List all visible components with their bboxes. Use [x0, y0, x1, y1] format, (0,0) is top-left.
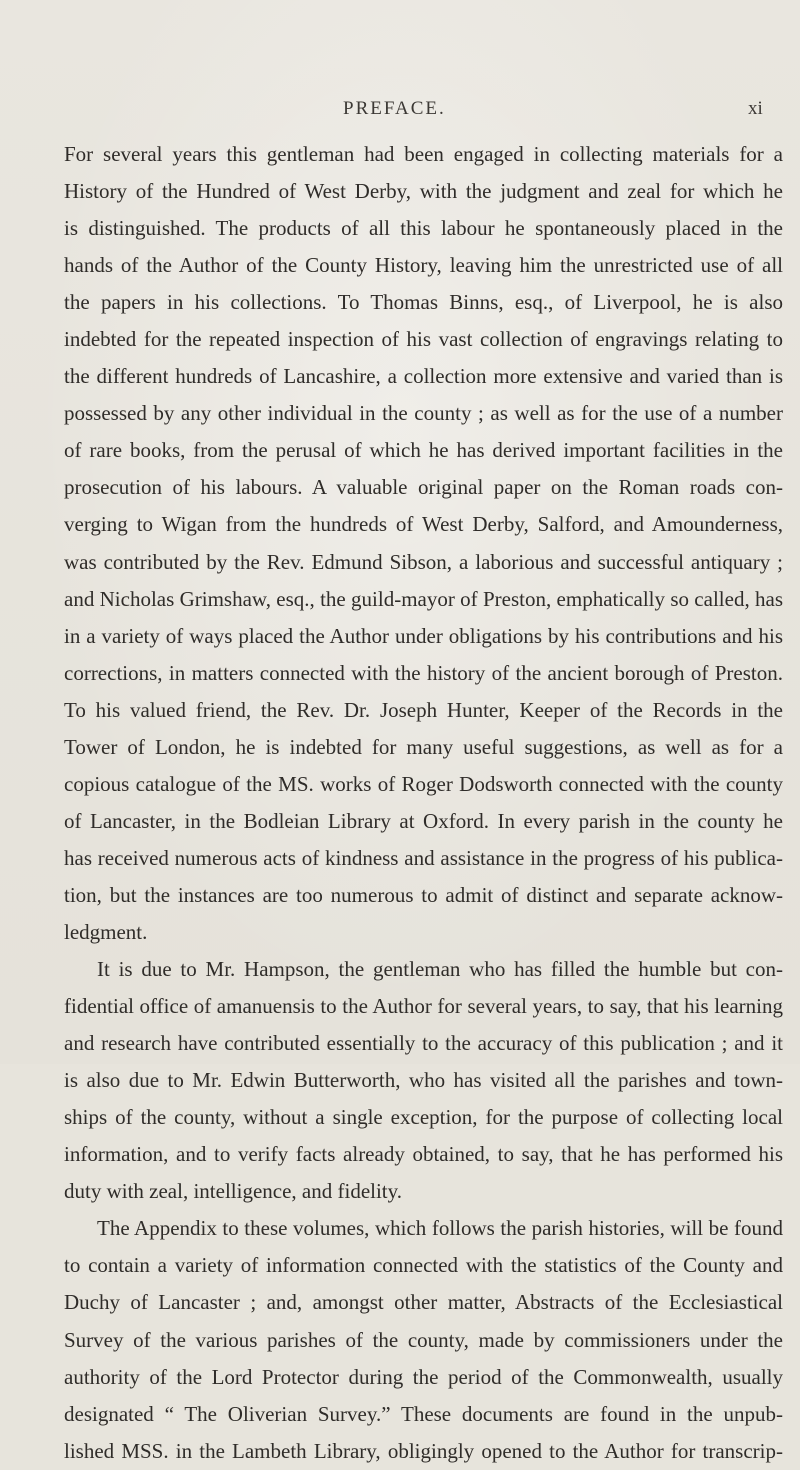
text-line: duty with zeal, intelligence, and fidelity.: [64, 1179, 403, 1204]
text-line: possessed by any other individual in the county ; as well as for the use of a number: [64, 401, 783, 426]
text-line: was contributed by the Rev. Edmund Sibson, a laborious and successful antiquary ;: [64, 549, 783, 574]
text-line: of Lancaster, in the Bodleian Library at Oxford. In every parish in the county he: [64, 808, 783, 833]
text-line: to contain a variety of information connected with the statistics of the County and: [64, 1253, 783, 1278]
page-number: xi: [748, 98, 763, 119]
text-line: lished MSS. in the Lambeth Library, obligingly opened to the Author for transcrip-: [64, 1438, 783, 1463]
text-line: Survey of the various parishes of the county, made by commissioners under the: [64, 1327, 783, 1352]
text-line: designated “ The Oliverian Survey.” These documents are found in the unpub-: [64, 1401, 783, 1426]
text-line: Tower of London, he is indebted for many useful suggestions, as well as for a: [64, 734, 783, 759]
text-line: is distinguished. The products of all this labour he spontaneously placed in the: [64, 216, 783, 241]
text-line: For several years this gentleman had been engaged in collecting materials for a: [64, 142, 783, 166]
running-title: PREFACE.: [343, 98, 446, 119]
text-line: prosecution of his labours. A valuable original paper on the Roman roads con-: [64, 475, 783, 500]
text-line: authority of the Lord Protector during the period of the Commonwealth, usually: [64, 1364, 783, 1389]
page-header: [0, 98, 800, 132]
text-line: Duchy of Lancaster ; and, amongst other matter, Abstracts of the Ecclesiastical: [64, 1290, 783, 1315]
body-text: [64, 136, 783, 1470]
text-line: History of the Hundred of West Derby, with the judgment and zeal for which he: [64, 179, 783, 204]
text-line: fidential office of amanuensis to the Author for several years, to say, that his learning: [64, 994, 783, 1019]
paragraph-first-line: The Appendix to these volumes, which follows the parish histories, will be found: [97, 1216, 783, 1241]
text-line: of rare books, from the perusal of which he has derived important facilities in the: [64, 438, 783, 463]
text-line: corrections, in matters connected with the history of the ancient borough of Preston.: [64, 660, 783, 685]
text-line: information, and to verify facts already obtained, to say, that he has performed his: [64, 1142, 783, 1167]
text-line: To his valued friend, the Rev. Dr. Joseph Hunter, Keeper of the Records in the: [64, 697, 783, 722]
text-line: copious catalogue of the MS. works of Roger Dodsworth connected with the county: [64, 771, 783, 796]
text-line: the different hundreds of Lancashire, a collection more extensive and varied than is: [64, 364, 783, 389]
paragraph-first-line: It is due to Mr. Hampson, the gentleman who has filled the humble but con-: [97, 957, 783, 982]
text-line: and research have contributed essentially to the accuracy of this publication ; and it: [64, 1031, 783, 1056]
text-line: has received numerous acts of kindness and assistance in the progress of his publica-: [64, 845, 783, 870]
text-line: in a variety of ways placed the Author under obligations by his contributions and his: [64, 623, 783, 648]
text-line: and Nicholas Grimshaw, esq., the guild-mayor of Preston, emphatically so called, has: [64, 586, 783, 611]
text-line: the papers in his collections. To Thomas Binns, esq., of Liverpool, he is also: [64, 290, 783, 315]
text-line: ships of the county, without a single exception, for the purpose of collecting local: [64, 1105, 783, 1130]
text-line: verging to Wigan from the hundreds of West Derby, Salford, and Amounderness,: [64, 512, 783, 537]
text-line: tion, but the instances are too numerous to admit of distinct and separate acknow-: [64, 882, 783, 907]
text-line: indebted for the repeated inspection of his vast collection of engravings relating to: [64, 327, 783, 352]
text-line: ledgment.: [64, 919, 148, 944]
text-line: is also due to Mr. Edwin Butterworth, who has visited all the parishes and town-: [64, 1068, 783, 1093]
text-line: hands of the Author of the County History, leaving him the unrestricted use of all: [64, 253, 783, 278]
